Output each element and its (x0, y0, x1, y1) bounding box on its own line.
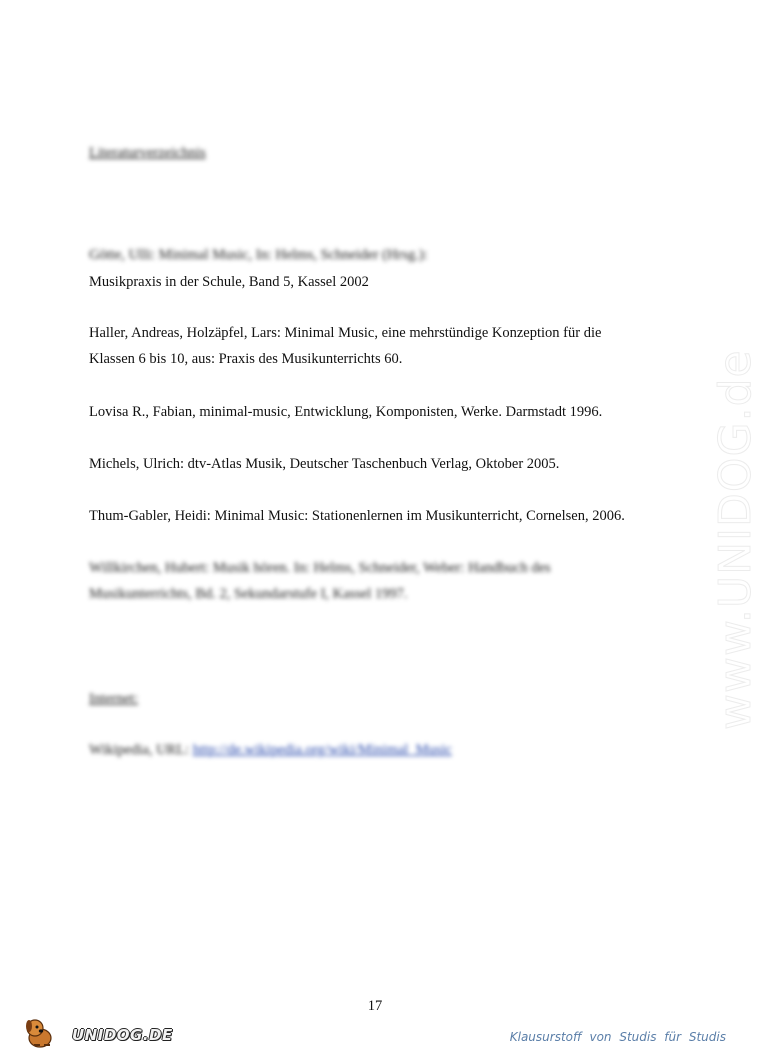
page-number: 17 (367, 998, 383, 1014)
internet-reference (89, 741, 452, 759)
dog-mascot-icon (22, 1016, 56, 1050)
reference-6-line-1: Willkirchen, Hubert: Musik hören. In: Helms, Schneider, Weber: Handbuch des (89, 560, 551, 576)
reference-1-line-2: Musikpraxis in der Schule, Band 5, Kassel 2002 (89, 274, 369, 290)
reference-1-line-1: Götte, Ulli: Minimal Music, In: Helms, Schneider (Hrsg.): (89, 247, 428, 263)
reference-5: Thum-Gabler, Heidi: Minimal Music: Stationenlernen im Musikunterricht, Cornelsen, 2006. (89, 508, 625, 524)
internet-label: Wikipedia, URL: (89, 742, 190, 758)
reference-4: Michels, Ulrich: dtv-Atlas Musik, Deutscher Taschenbuch Verlag, Oktober 2005. (89, 456, 560, 472)
reference-2-line-1: Haller, Andreas, Holzäpfel, Lars: Minimal Music, eine mehrstündige Konzeption für die (89, 325, 602, 341)
reference-3: Lovisa R., Fabian, minimal-music, Entwicklung, Komponisten, Werke. Darmstadt 1996. (89, 404, 603, 420)
wikipedia-link[interactable]: http://de.wikipedia.org/wiki/Minimal_Music (192, 742, 452, 758)
unidog-logo[interactable] (22, 1016, 173, 1050)
logo-text: UNIDOG.DE (72, 1026, 173, 1044)
reference-2-line-2: Klassen 6 bis 10, aus: Praxis des Musikunterrichts 60. (89, 351, 403, 367)
internet-heading: Internet: (89, 691, 139, 707)
bibliography-heading: Literaturverzeichnis (89, 145, 206, 161)
reference-6-line-2: Musikunterrichts, Bd. 2, Sekundarstufe I, Kassel 1997. (89, 586, 408, 602)
watermark: www.UNIDOG.de (710, 349, 761, 730)
footer-tagline: Klausurstoff von Studis für Studis (509, 1030, 726, 1044)
